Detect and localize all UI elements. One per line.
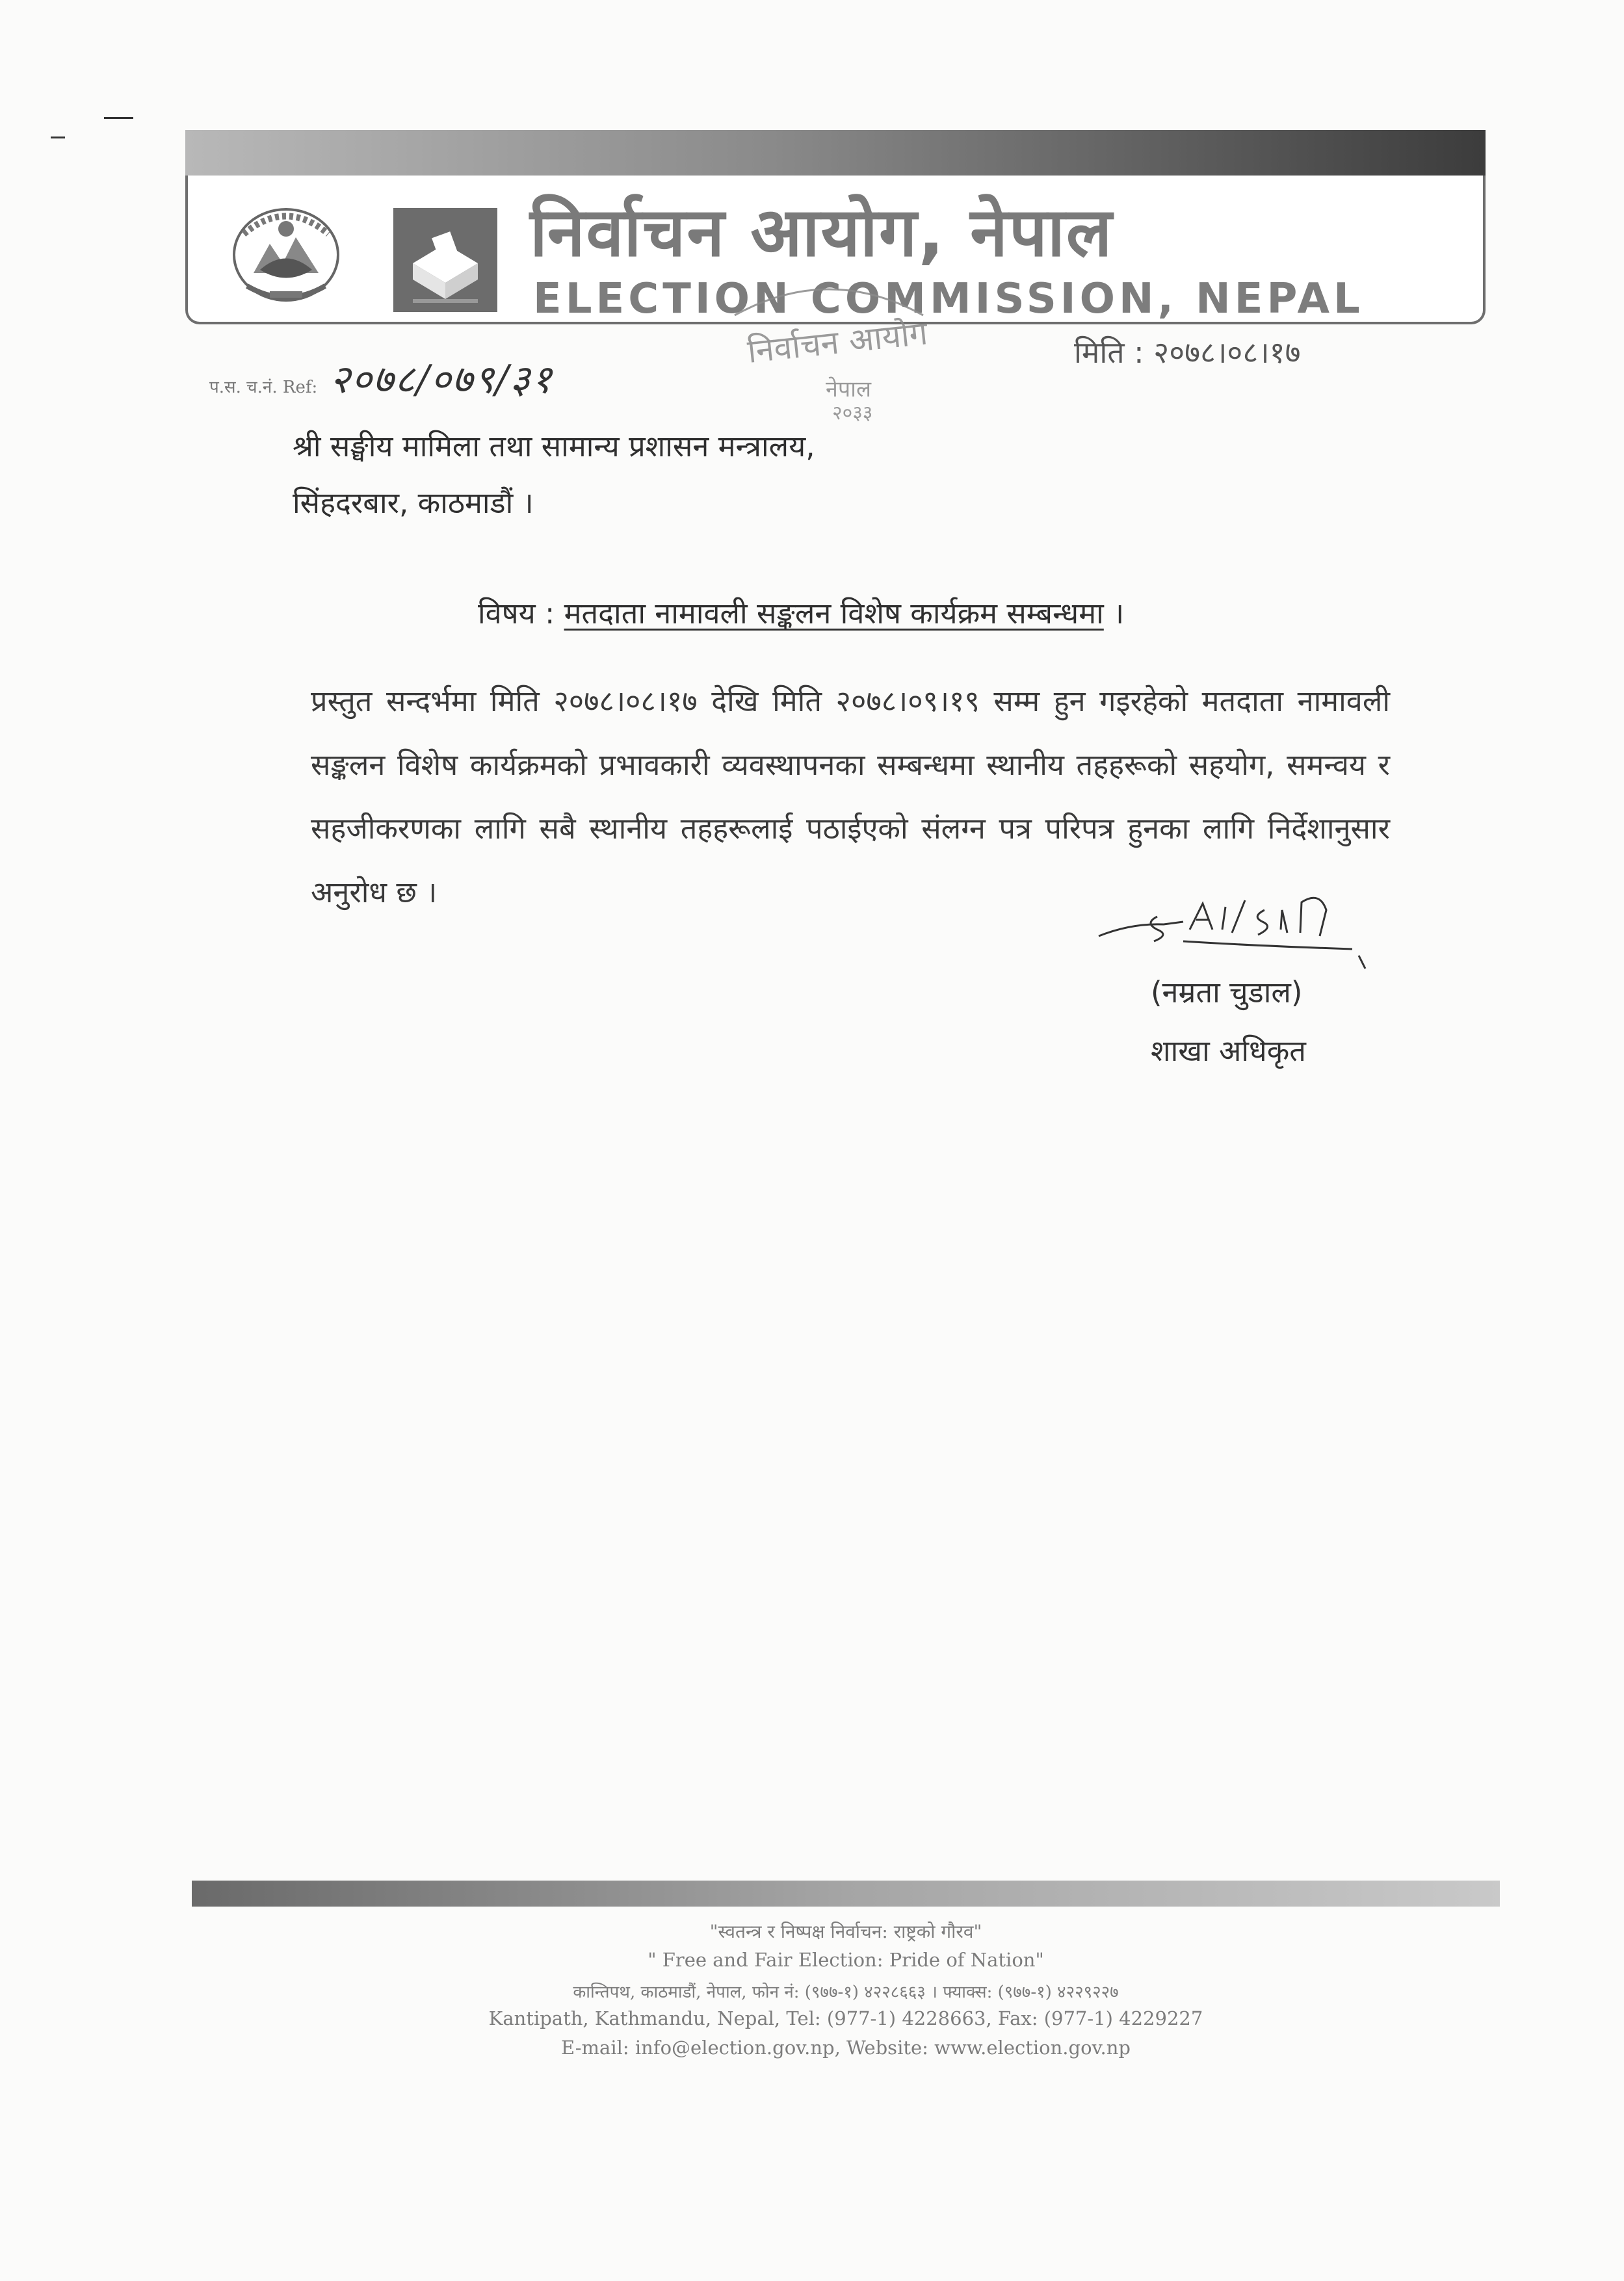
footer-bar — [192, 1881, 1500, 1907]
signatory-title: शाखा अधिकृत — [1151, 1034, 1306, 1068]
letterhead-bar — [185, 130, 1486, 176]
letter-body: प्रस्तुत सन्दर्भमा मिति २०७८।०८।१७ देखि मिति २०७८।०९।१९ सम्म हुन गइरहेको मतदाता नामावली सङ्कलन विशेष कार्यक्रमको प्रभावकारी व्यवस्थापनका सम्बन्धमा स्थानीय तहहरूको सहयोग, समन्वय र सहजीकरणका लागि सबै स्थानीय तहहरूलाई पठाईएको संलग्न पत्र परिपत्र हुनका लागि निर्देशानुसार अनुरोध छ । — [311, 684, 1390, 909]
recipient-line-2: सिंहदरबार, काठमाडौं । — [293, 486, 534, 520]
subject-line — [478, 593, 1124, 632]
subject-end: । — [1103, 596, 1125, 631]
scan-mark — [51, 137, 65, 138]
signatory-name: (नम्रता चुडाल) — [1151, 975, 1303, 1010]
svg-text:निर्वाचन आयोग: निर्वाचन आयोग — [745, 314, 930, 371]
subject-label: विषय : — [478, 596, 555, 631]
svg-text:२०३३: २०३३ — [832, 402, 873, 424]
official-seal-stamp — [722, 276, 936, 426]
letter-date: मिति : २०७८।०८।१७ — [1074, 335, 1301, 370]
ballot-box-logo-icon — [393, 208, 497, 312]
reference-value-handwritten: २०७८/०७९/३१ — [330, 357, 553, 402]
commission-title-english: ELECTION COMMISSION, NEPAL — [533, 275, 1364, 323]
scan-mark — [104, 117, 133, 119]
footer-motto-nepali: "स्वतन्त्र र निष्पक्ष निर्वाचन: राष्ट्रको गौरव" — [709, 1921, 982, 1942]
footer-address-english: Kantipath, Kathmandu, Nepal, Tel: (977-1) 4228663, Fax: (977-1) 4229227 — [488, 2007, 1203, 2029]
commission-title-nepali: निर्वाचन आयोग, नेपाल — [530, 192, 1114, 272]
nepal-emblem-icon — [224, 195, 348, 312]
recipient-line-1: श्री सङ्घीय मामिला तथा सामान्य प्रशासन मन्त्रालय, — [293, 429, 815, 463]
reference-label: प.स. च.नं. Ref: — [209, 378, 318, 397]
reference-number — [209, 351, 553, 404]
handwritten-signature — [1092, 884, 1378, 975]
svg-text:नेपाल: नेपाल — [826, 376, 872, 402]
subject-text: मतदाता नामावली सङ्कलन विशेष कार्यक्रम सम्बन्धमा — [564, 596, 1104, 631]
footer-motto-english: " Free and Fair Election: Pride of Nation" — [648, 1949, 1044, 1971]
footer-address-nepali: कान्तिपथ, काठमाडौं, नेपाल, फोन नं: (९७७-१) ४२२८६६३ । फ्याक्स: (९७७-१) ४२२९२२७ — [573, 1983, 1119, 2002]
footer-contact: E-mail: info@election.gov.np, Website: www.election.gov.np — [561, 2037, 1131, 2059]
